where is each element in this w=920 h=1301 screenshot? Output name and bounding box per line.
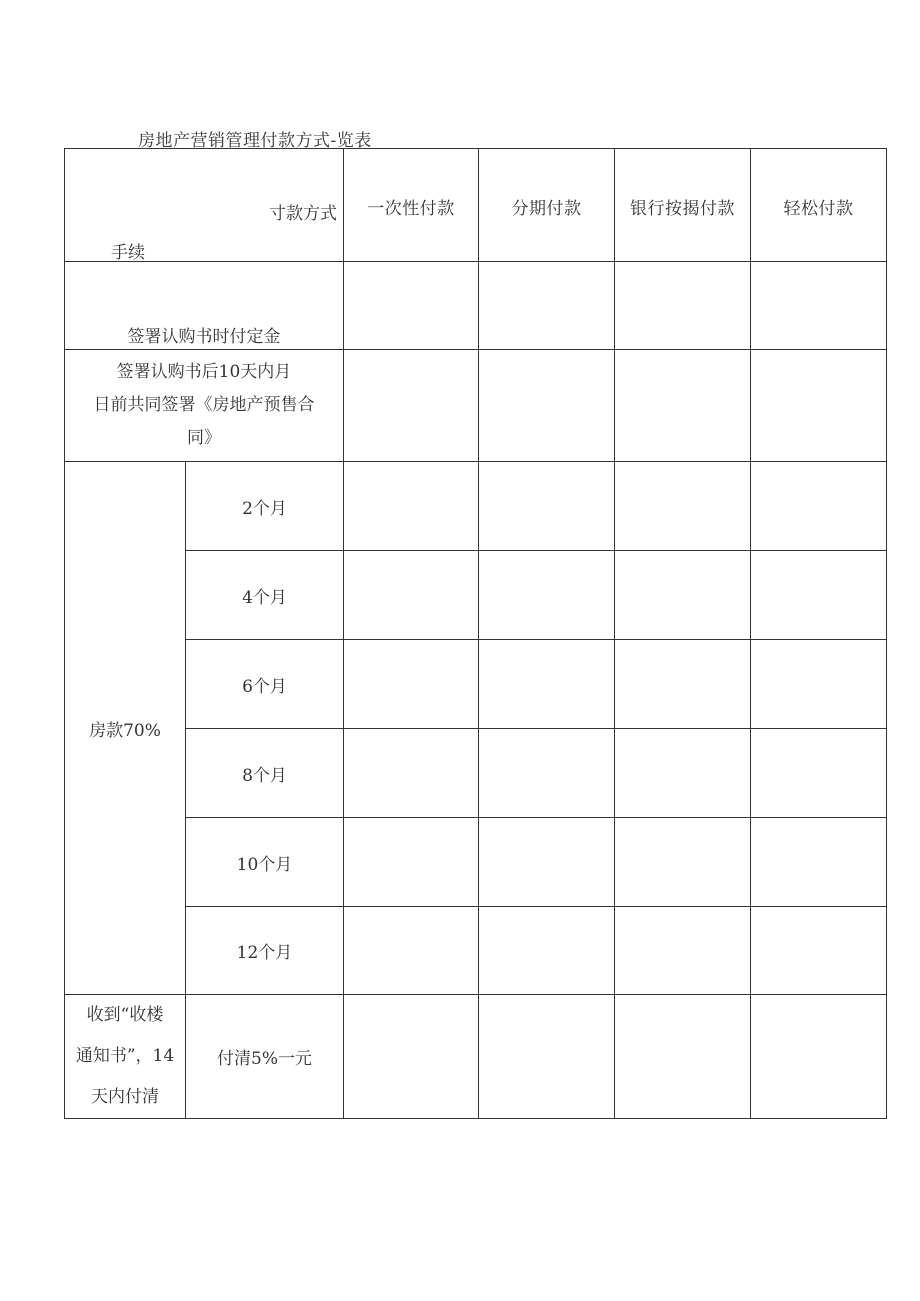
table-cell [615,462,751,551]
table-header-row [65,149,887,262]
table-row-deposit [65,262,887,350]
table-row-month-12 [65,907,887,995]
document-title: 房地产营销管理付款方式-览表 [138,131,372,151]
table-cell [479,907,615,995]
table-row-month-4 [65,551,887,640]
contract-line-1: 签署认购书后10天内月 [116,362,292,382]
column-header-installment: 分期付款 [479,149,615,262]
table-cell [751,907,887,995]
table-row-month-10 [65,818,887,907]
table-cell [615,640,751,729]
table-cell [615,818,751,907]
row-label-month: 2个月 [186,462,344,551]
table-cell [479,462,615,551]
row-label-final-amount: 付清5%一元 [186,995,344,1119]
row-label-month: 8个月 [186,729,344,818]
table-cell [615,995,751,1119]
table-cell [751,551,887,640]
payment-method-header-label: 寸款方式 [269,204,337,224]
column-header-lump-sum: 一次性付款 [344,149,479,262]
final-line-1: 收到“收楼 [86,1005,164,1025]
row-label-month: 12个月 [186,907,344,995]
table-cell [344,350,479,462]
table-cell [479,729,615,818]
table-cell [479,818,615,907]
table-row-contract [65,350,887,462]
row-label-final-condition [65,995,186,1119]
table-row-month-8 [65,729,887,818]
table-cell [479,640,615,729]
contract-line-2: 日前共同签署《房地产预售合 [93,395,315,415]
row-label-month: 6个月 [186,640,344,729]
table-cell [344,818,479,907]
table-cell [751,729,887,818]
table-cell [751,462,887,551]
table-cell [751,995,887,1119]
table-row-month-6 [65,640,887,729]
table-cell [344,907,479,995]
table-cell [344,729,479,818]
row-label-contract [65,350,344,462]
diagonal-header-cell [65,149,344,262]
procedure-header-label: 手续 [111,243,145,263]
table-cell [479,551,615,640]
table-cell [344,262,479,350]
table-cell [344,551,479,640]
table-cell [344,640,479,729]
contract-line-3: 同》 [187,428,221,448]
column-header-easy-pay: 轻松付款 [751,149,887,262]
row-label-installment-group: 房款70% [65,462,186,995]
table-cell [751,350,887,462]
row-label-deposit: 签署认购书时付定金 [65,262,344,350]
final-line-2: 通知书”，14 [75,1046,175,1066]
row-label-month: 4个月 [186,551,344,640]
table-cell [751,818,887,907]
table-cell [751,640,887,729]
column-header-mortgage: 银行按揭付款 [615,149,751,262]
table-cell [751,262,887,350]
table-row-month-2 [65,462,887,551]
table-cell [615,262,751,350]
table-cell [479,350,615,462]
payment-methods-table [64,148,887,1119]
table-cell [615,729,751,818]
table-cell [479,262,615,350]
table-cell [344,462,479,551]
table-cell [615,907,751,995]
table-row-final-payment [65,995,887,1119]
final-line-3: 天内付清 [91,1087,159,1107]
row-label-month: 10个月 [186,818,344,907]
table-cell [344,995,479,1119]
table-cell [615,350,751,462]
table-cell [479,995,615,1119]
table-cell [615,551,751,640]
